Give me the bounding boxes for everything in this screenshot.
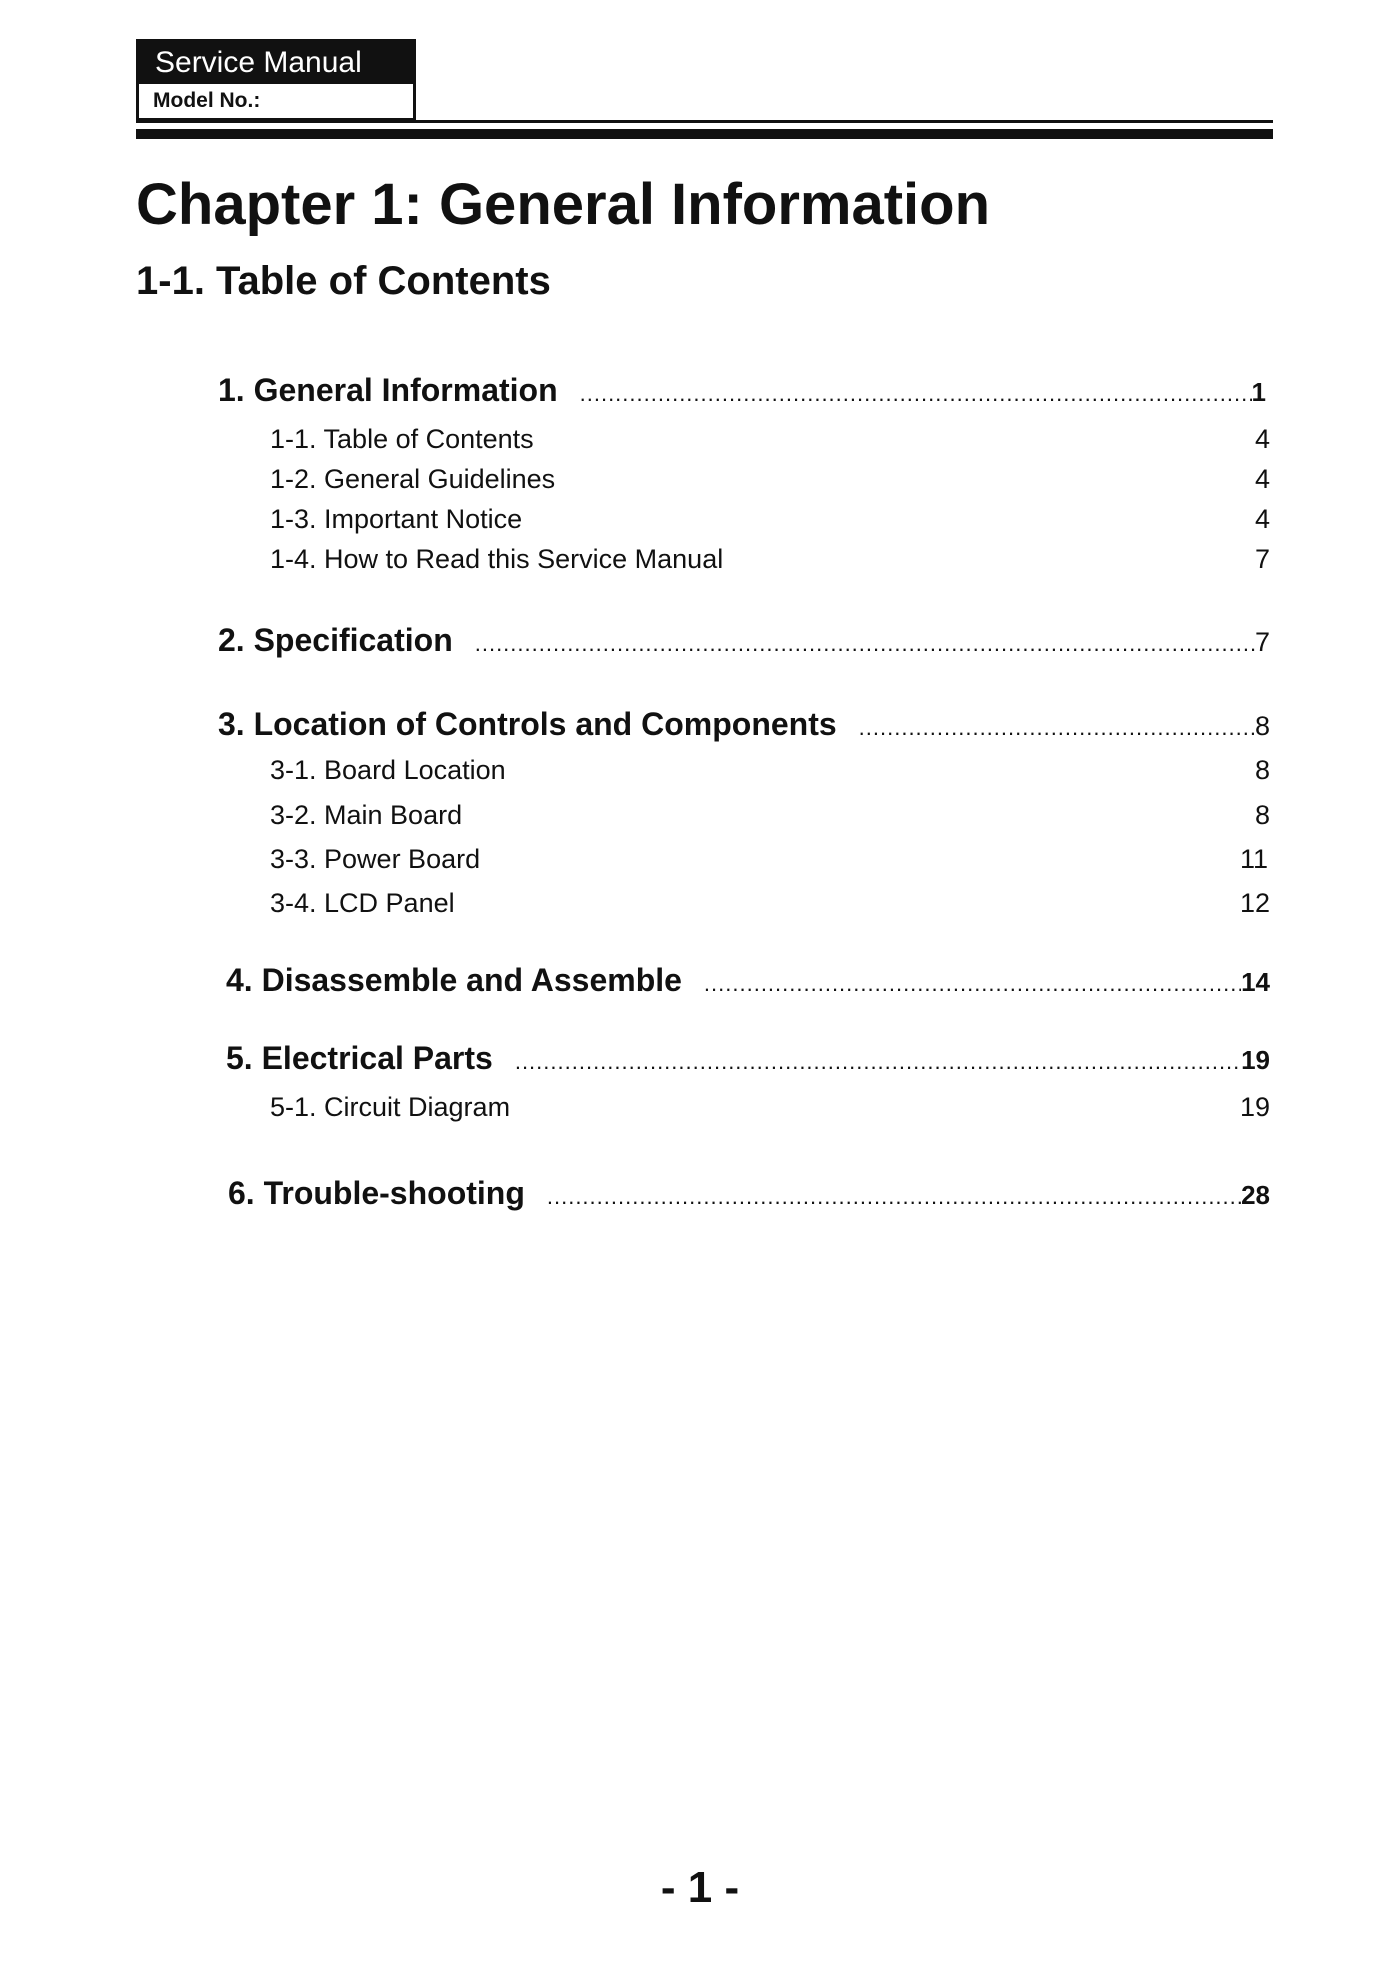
toc-entry-electrical-parts[interactable] [226, 1040, 1270, 1077]
toc-label: 3-4. LCD Panel [270, 888, 455, 918]
toc-label: 3-3. Power Board [270, 844, 481, 874]
page-number: - 1 - [660, 1863, 740, 1912]
toc-label: 1-4. How to Read this Service Manual [270, 544, 724, 574]
toc-page-number: 7 [1254, 544, 1270, 574]
toc-entry-specification[interactable] [218, 622, 1270, 659]
toc-dot-leader [837, 715, 1255, 741]
section-title: 1-1. Table of Contents [136, 259, 551, 303]
toc-dot-leader [453, 631, 1255, 657]
toc-label: 2. Specification [218, 622, 453, 658]
toc-entry-lcd-panel[interactable] [270, 888, 1270, 919]
toc-page-number: 8 [1254, 800, 1270, 830]
toc-entry-how-to-read[interactable] [270, 544, 1270, 575]
toc-label: 1. General Information [218, 372, 558, 408]
toc-entry-table-of-contents[interactable] [270, 424, 1270, 455]
toc-page-number: 11 [1239, 844, 1268, 874]
toc-page-number: 8 [1254, 711, 1270, 741]
toc-label: 3. Location of Controls and Components [218, 706, 837, 742]
toc-entry-general-information[interactable] [218, 372, 1266, 409]
toc-entry-disassemble[interactable] [226, 962, 1270, 999]
toc-label: 6. Trouble-shooting [228, 1175, 525, 1211]
toc-dot-leader [525, 1184, 1241, 1210]
toc-page-number: 8 [1254, 755, 1270, 785]
toc-dot-leader [493, 1049, 1241, 1075]
toc-label: 1-3. Important Notice [270, 504, 523, 534]
toc-page-number: 7 [1254, 627, 1270, 657]
toc-page-number: 1 [1251, 377, 1266, 407]
toc-label: 3-1. Board Location [270, 755, 506, 785]
model-number-label: Model No.: [153, 89, 261, 112]
header-rule-thick [136, 129, 1273, 139]
toc-page-number: 4 [1254, 504, 1270, 534]
toc-entry-general-guidelines[interactable] [270, 464, 1270, 495]
toc-dot-leader [558, 381, 1252, 407]
toc-label: 3-2. Main Board [270, 800, 463, 830]
toc-page-number: 12 [1239, 888, 1270, 918]
toc-dot-leader [682, 971, 1241, 997]
toc-label: 1-1. Table of Contents [270, 424, 534, 454]
toc-page-number: 4 [1254, 424, 1270, 454]
toc-label: 1-2. General Guidelines [270, 464, 556, 494]
toc-page-number: 19 [1239, 1092, 1270, 1122]
toc-page-number: 19 [1241, 1045, 1270, 1075]
toc-entry-trouble-shooting[interactable] [228, 1175, 1270, 1212]
header-rule-thin [136, 120, 1273, 123]
toc-label: 5. Electrical Parts [226, 1040, 493, 1076]
toc-entry-board-location[interactable] [270, 755, 1270, 786]
toc-entry-important-notice[interactable] [270, 504, 1270, 535]
chapter-title: Chapter 1: General Information [136, 172, 991, 237]
header-title: Service Manual [139, 42, 413, 84]
toc-label: 5-1. Circuit Diagram [270, 1092, 511, 1122]
toc-entry-power-board[interactable] [270, 844, 1268, 875]
toc-page-number: 28 [1241, 1180, 1270, 1210]
toc-entry-circuit-diagram[interactable] [270, 1092, 1270, 1123]
toc-entry-location-of-controls[interactable] [218, 706, 1270, 743]
toc-label: 4. Disassemble and Assemble [226, 962, 682, 998]
toc-entry-main-board[interactable] [270, 800, 1270, 831]
toc-page-number: 14 [1241, 967, 1270, 997]
toc-page-number: 4 [1254, 464, 1270, 494]
service-manual-header [136, 39, 416, 121]
